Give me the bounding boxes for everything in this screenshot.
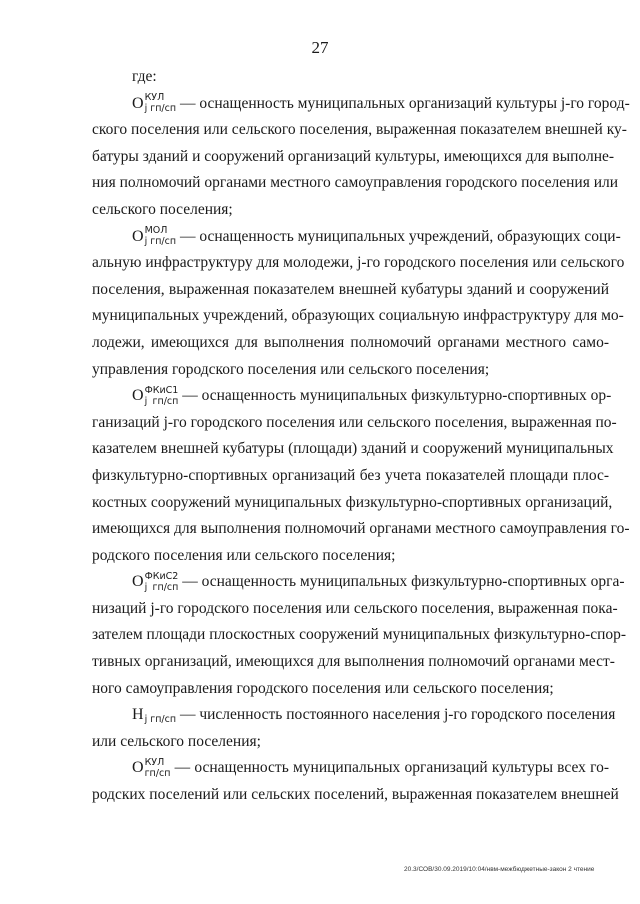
symbol-superscript: ФКиС1: [144, 384, 179, 396]
document-footer: 20.3/СОВ/30.09.2019/10:04/нвм-межбюджетные-закон 2 чтение: [404, 866, 595, 873]
definition-text: ского поселения или сельского поселения, выраженная показателем внешней ку-: [92, 121, 627, 139]
definition-line: [92, 782, 619, 809]
definition-text: — численность постоянного населения j-го городского поселения: [176, 706, 616, 724]
definition-text: — оснащенность муниципальных учреждений, образующих соци-: [176, 227, 621, 245]
definition-line: [92, 197, 609, 224]
formula-symbol: [132, 224, 176, 251]
definition-text: — оснащенность муниципальных организаций культуры всех го-: [170, 759, 609, 777]
definition-line: [92, 490, 613, 517]
definition-text: физкультурно-спортивных организаций без учета показателей площади плос-: [92, 466, 609, 484]
definition-paragraph: [92, 702, 616, 755]
definition-line: [92, 649, 615, 676]
symbol-base: Н: [132, 706, 144, 724]
definition-text: сельского поселения;: [92, 200, 233, 218]
symbol-base: О: [132, 387, 144, 405]
symbol-superscript: ФКиС2: [144, 570, 179, 582]
definition-text: казателем внешней кубатуры (площади) зданий и сооружений муниципальных: [92, 440, 614, 458]
symbol-subscript: j гп/сп: [144, 236, 177, 247]
symbol-subscript: j гп/сп: [144, 714, 177, 726]
symbol-superscript: МОЛ: [144, 225, 168, 236]
definition-paragraph: [92, 224, 625, 384]
definition-line: [92, 330, 609, 357]
document-body: [92, 64, 630, 809]
definition-first-line: [92, 383, 612, 410]
symbol-superscript: КУЛ: [144, 92, 165, 104]
definition-line: [92, 303, 624, 330]
definition-text: ного самоуправления городского поселения или сельского поселения;: [92, 679, 554, 697]
definition-paragraph: [92, 383, 630, 569]
symbol-subscript: j гп/сп: [144, 581, 179, 593]
page-number: 27: [311, 38, 329, 57]
definitions-list: [92, 91, 630, 809]
definition-text: поселения, выраженная показателем внешней кубатуры зданий и сооружений: [92, 280, 609, 298]
definition-text: родского поселения или сельского поселения;: [92, 546, 396, 564]
definition-text: муниципальных учреждений, образующих социальную инфраструктуру для мо-: [92, 307, 624, 325]
definition-line: [92, 463, 609, 490]
definition-paragraph: [92, 91, 630, 224]
formula-symbol: [132, 91, 176, 118]
symbol-base: О: [132, 227, 144, 245]
definition-paragraph: [92, 755, 619, 808]
definition-line: [92, 277, 609, 304]
definition-first-line: [92, 755, 609, 782]
definition-text: лодежи, имеющихся для выполнения полномочий органами местного само-: [92, 333, 609, 351]
symbol-base: О: [132, 759, 144, 777]
symbol-subscript: гп/сп: [144, 767, 171, 779]
definition-text: — оснащенность муниципальных организаций культуры j-го город-: [176, 94, 630, 112]
definition-line: [92, 410, 617, 437]
definition-line: [92, 436, 614, 463]
definition-first-line: [92, 224, 621, 251]
definition-line: [92, 596, 618, 623]
definition-text: тивных организаций, имеющихся для выполнения полномочий органами мест-: [92, 653, 615, 671]
definition-line: [92, 144, 615, 171]
definition-text: альную инфраструктуру для молодежи, j-го городского поселения или сельского: [92, 254, 625, 272]
definition-line: [92, 676, 609, 703]
definition-text: ния полномочий органами местного самоуправления городского поселения или: [92, 174, 619, 192]
formula-symbol: [132, 702, 176, 734]
definition-line: [92, 516, 630, 543]
definition-text: костных сооружений муниципальных физкультурно-спортивных организаций,: [92, 493, 613, 511]
definition-line: [92, 170, 619, 197]
definition-text: управления городского поселения или сельского поселения;: [92, 360, 490, 378]
definition-text: родских поселений или сельских поселений, выраженная показателем внешней: [92, 786, 619, 804]
symbol-superscript: КУЛ: [144, 756, 165, 768]
definition-text: зателем площади плоскостных сооружений муниципальных физкультурно-спор-: [92, 626, 627, 644]
intro-text: где:: [132, 68, 157, 85]
definition-text: ганизаций j-го городского поселения или сельского поселения, выраженная по-: [92, 413, 617, 431]
symbol-subscript: j гп/сп: [144, 103, 177, 115]
symbol-base: О: [132, 573, 144, 591]
definition-line: [92, 543, 609, 570]
definition-line: [92, 117, 627, 144]
formula-symbol: [132, 755, 170, 782]
definition-text: батуры зданий и сооружений организаций культуры, имеющихся для выполне-: [92, 147, 615, 165]
symbol-subscript: j гп/сп: [144, 395, 179, 407]
definition-text: или сельского поселения;: [92, 732, 261, 750]
symbol-base: О: [132, 94, 144, 112]
definition-text: — оснащенность муниципальных физкультурно-спортивных орга-: [178, 573, 625, 591]
formula-symbol: [132, 569, 178, 596]
definition-text: низаций j-го городского поселения или сельского поселения, выраженная пока-: [92, 599, 618, 617]
definition-text: — оснащенность муниципальных физкультурно-спортивных ор-: [178, 387, 612, 405]
definition-first-line: [92, 91, 630, 118]
definition-first-line: [92, 702, 616, 729]
definition-text: имеющихся для выполнения полномочий органами местного самоуправления го-: [92, 520, 630, 538]
definition-line: [92, 250, 625, 277]
formula-symbol: [132, 383, 178, 410]
definition-paragraph: [92, 569, 627, 702]
definition-line: [92, 357, 609, 384]
definition-first-line: [92, 569, 625, 596]
definition-line: [92, 622, 627, 649]
